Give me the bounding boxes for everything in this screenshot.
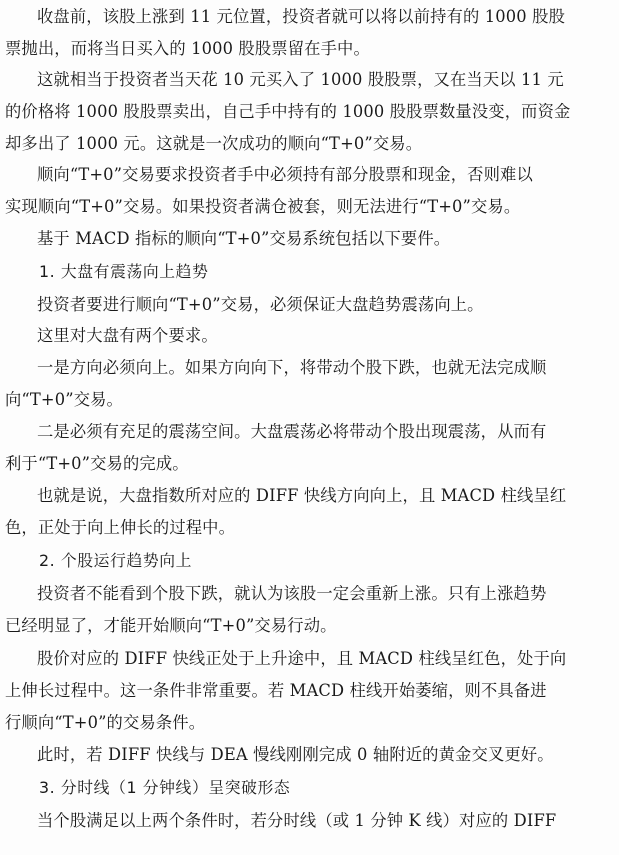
paragraph-line: 也就是说，大盘指数所对应的 DIFF 快线方向向上，且 MACD 柱线呈红 (37, 486, 567, 505)
paragraph-line: 上伸长过程中。这一条件非常重要。若 MACD 柱线开始萎缩，则不具备进 (5, 681, 547, 700)
paragraph-line: 这就相当于投资者当天花 10 元买入了 1000 股股票，又在当天以 11 元 (37, 70, 564, 89)
paragraph-line: 当个股满足以上两个条件时，若分时线（或 1 分钟 K 线）对应的 DIFF (37, 811, 557, 830)
paragraph-line: 却多出了 1000 元。这就是一次成功的顺向“T+0”交易。 (5, 134, 423, 153)
paragraph-line: 这里对大盘有两个要求。 (37, 326, 218, 345)
paragraph-line: 已经明显了，才能开始顺向“T+0”交易行动。 (5, 616, 337, 635)
paragraph-line: 行顺向“T+0”的交易条件。 (5, 713, 206, 732)
paragraph-line: 股价对应的 DIFF 快线正处于上升途中，且 MACD 柱线呈红色，处于向 (37, 649, 567, 668)
section-heading: 3. 分时线（1 分钟线）呈突破形态 (39, 778, 291, 797)
paragraph-line: 顺向“T+0”交易要求投资者手中必须持有部分股票和现金，否则难以 (37, 165, 533, 184)
paragraph-line: 此时，若 DIFF 快线与 DEA 慢线刚刚完成 0 轴附近的黄金交叉更好。 (37, 745, 554, 764)
section-heading: 2. 个股运行趋势向上 (39, 551, 193, 570)
paragraph-line: 一是方向必须向上。如果方向向下，将带动个股下跌，也就无法完成顺 (37, 358, 547, 377)
paragraph-line: 票抛出，而将当日买入的 1000 股股票留在手中。 (5, 39, 370, 58)
paragraph-line: 实现顺向“T+0”交易。如果投资者满仓被套，则无法进行“T+0”交易。 (5, 197, 521, 216)
paragraph-line: 投资者不能看到个股下跌，就认为该股一定会重新上涨。只有上涨趋势 (37, 584, 547, 603)
paragraph-line: 二是必须有充足的震荡空间。大盘震荡必将带动个股出现震荡，从而有 (37, 422, 547, 441)
paragraph-line: 基于 MACD 指标的顺向“T+0”交易系统包括以下要件。 (37, 229, 451, 248)
paragraph-line: 收盘前，该股上涨到 11 元位置，投资者就可以将以前持有的 1000 股股 (37, 7, 565, 26)
paragraph-line: 向“T+0”交易。 (5, 390, 123, 409)
paragraph-line: 利于“T+0”交易的完成。 (5, 454, 189, 473)
section-heading: 1. 大盘有震荡向上趋势 (39, 262, 209, 281)
paragraph-line: 的价格将 1000 股股票卖出，自己手中持有的 1000 股股票数量没变，而资金 (5, 102, 571, 121)
paragraph-line: 投资者要进行顺向“T+0”交易，必须保证大盘趋势震荡向上。 (37, 295, 484, 314)
paragraph-line: 色，正处于向上伸长的过程中。 (5, 518, 236, 537)
